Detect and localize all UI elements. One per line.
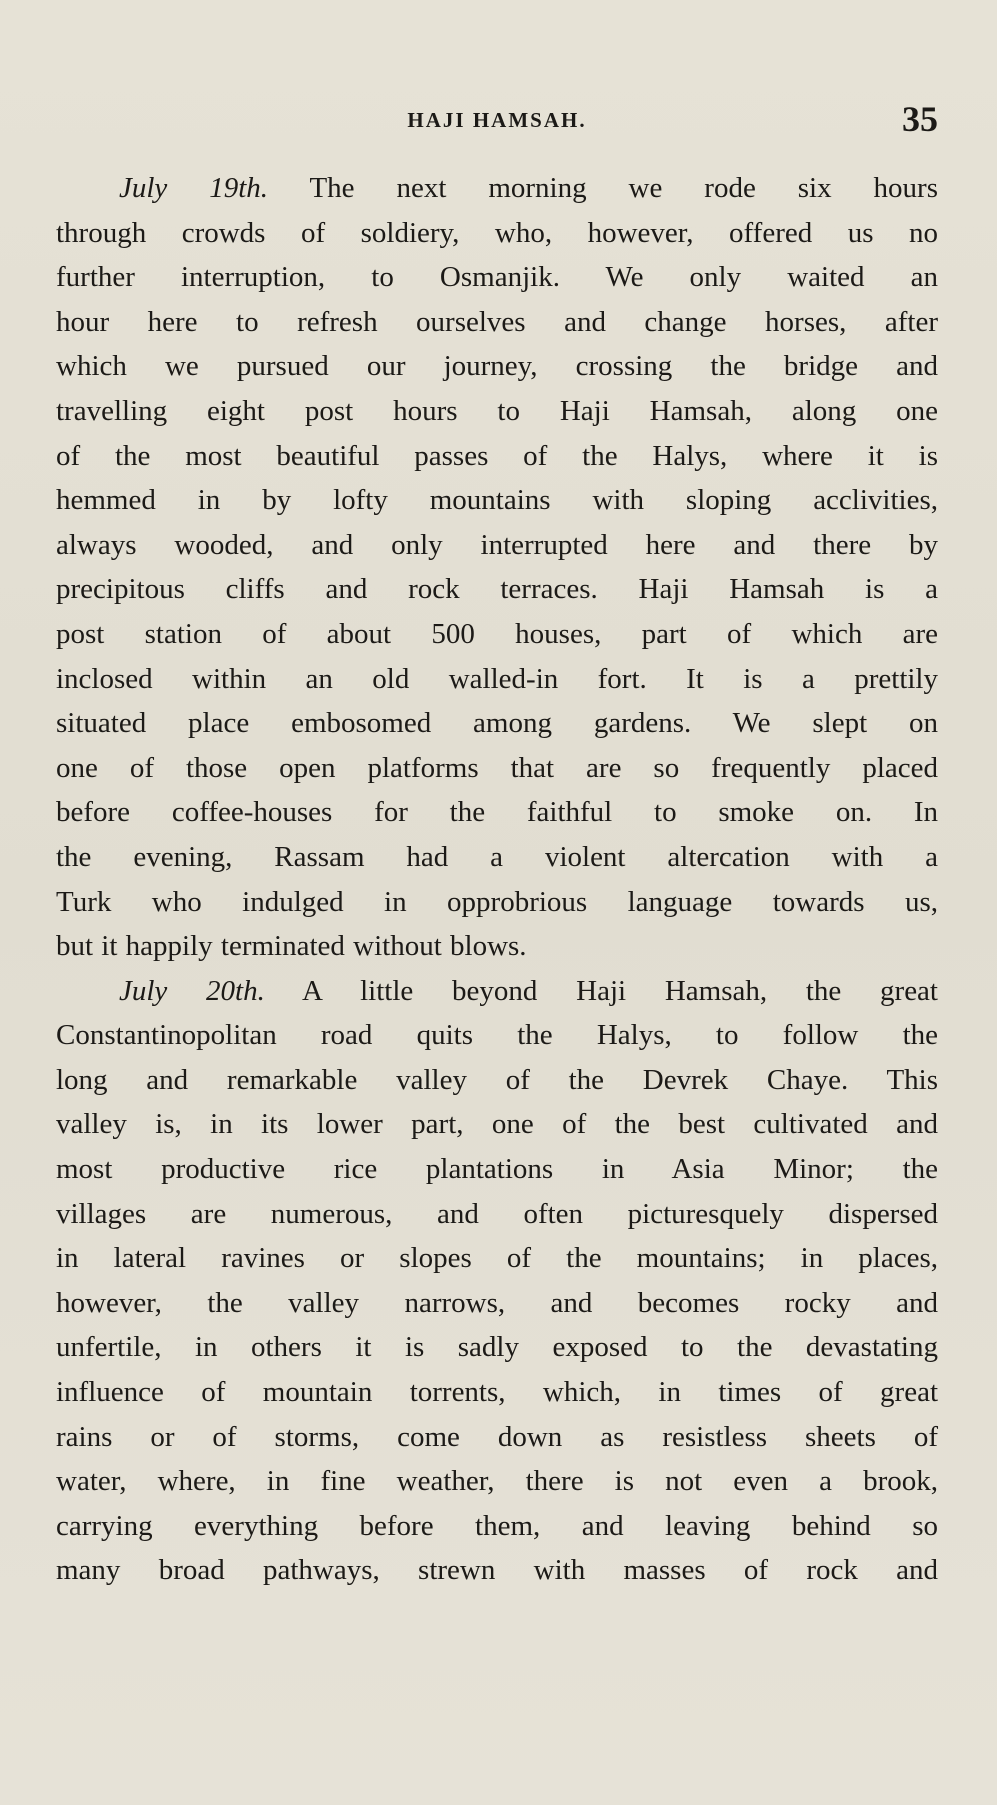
text-line: of the most beautiful passes of the Halys, where it is	[56, 439, 938, 472]
running-header	[56, 98, 938, 138]
body-text	[56, 166, 938, 1593]
text-line: travelling eight post hours to Haji Hamsah, along one	[56, 394, 938, 427]
text-line: hour here to refresh ourselves and change horses, after	[56, 305, 938, 338]
text-line: most productive rice plantations in Asia Minor; the	[56, 1153, 938, 1186]
text-line: Constantinopolitan road quits the Halys, to follow the	[56, 1019, 938, 1052]
running-title: HAJI HAMSAH.	[407, 108, 587, 132]
text-line: rains or of storms, come down as resistless sheets of	[56, 1420, 938, 1453]
text-line: situated place embosomed among gardens. We slept on	[56, 707, 938, 740]
text-line: in lateral ravines or slopes of the mountains; in places,	[56, 1242, 938, 1275]
text-line: the evening, Rassam had a violent altercation with a	[56, 840, 938, 873]
text-line: but it happily terminated without blows.	[56, 930, 527, 963]
text-line: long and remarkable valley of the Devrek Chaye. This	[56, 1063, 938, 1096]
entry-date: July 20th.	[119, 974, 265, 1007]
text-line: hemmed in by lofty mountains with sloping acclivities,	[56, 484, 938, 517]
text-line: through crowds of soldiery, who, however, offered us no	[56, 216, 938, 249]
text-line: water, where, in fine weather, there is not even a brook,	[56, 1465, 938, 1498]
text-line: further interruption, to Osmanjik. We only waited an	[56, 261, 938, 294]
text-line: always wooded, and only interrupted here and there by	[56, 528, 938, 561]
paragraph-july-19	[56, 166, 938, 969]
paragraph-july-20	[56, 969, 938, 1593]
text-line: before coffee-houses for the faithful to smoke on. In	[56, 796, 938, 829]
text-line: inclosed within an old walled-in fort. It is a prettily	[56, 662, 938, 695]
text-line: carrying everything before them, and leaving behind so	[56, 1509, 938, 1542]
text-line: July 20th. A little beyond Haji Hamsah, the great	[119, 974, 938, 1007]
text-line: Turk who indulged in opprobrious language towards us,	[56, 885, 938, 918]
text-line: precipitous cliffs and rock terraces. Haji Hamsah is a	[56, 573, 938, 606]
text-line: one of those open platforms that are so frequently placed	[56, 751, 938, 784]
text-line: July 19th. The next morning we rode six hours	[119, 172, 938, 204]
text-line: influence of mountain torrents, which, in times of great	[56, 1376, 938, 1409]
entry-date: July 19th.	[119, 172, 269, 204]
text-line: however, the valley narrows, and becomes rocky and	[56, 1286, 938, 1319]
text-line: valley is, in its lower part, one of the best cultivated and	[56, 1108, 938, 1141]
text-line: which we pursued our journey, crossing the bridge and	[56, 350, 938, 383]
page-number: 35	[902, 99, 938, 139]
text-line: many broad pathways, strewn with masses of rock and	[56, 1554, 938, 1587]
text-line: post station of about 500 houses, part of which are	[56, 617, 938, 650]
text-line: unfertile, in others it is sadly exposed to the devastating	[56, 1331, 938, 1364]
text-line: villages are numerous, and often picturesquely dispersed	[56, 1197, 938, 1230]
